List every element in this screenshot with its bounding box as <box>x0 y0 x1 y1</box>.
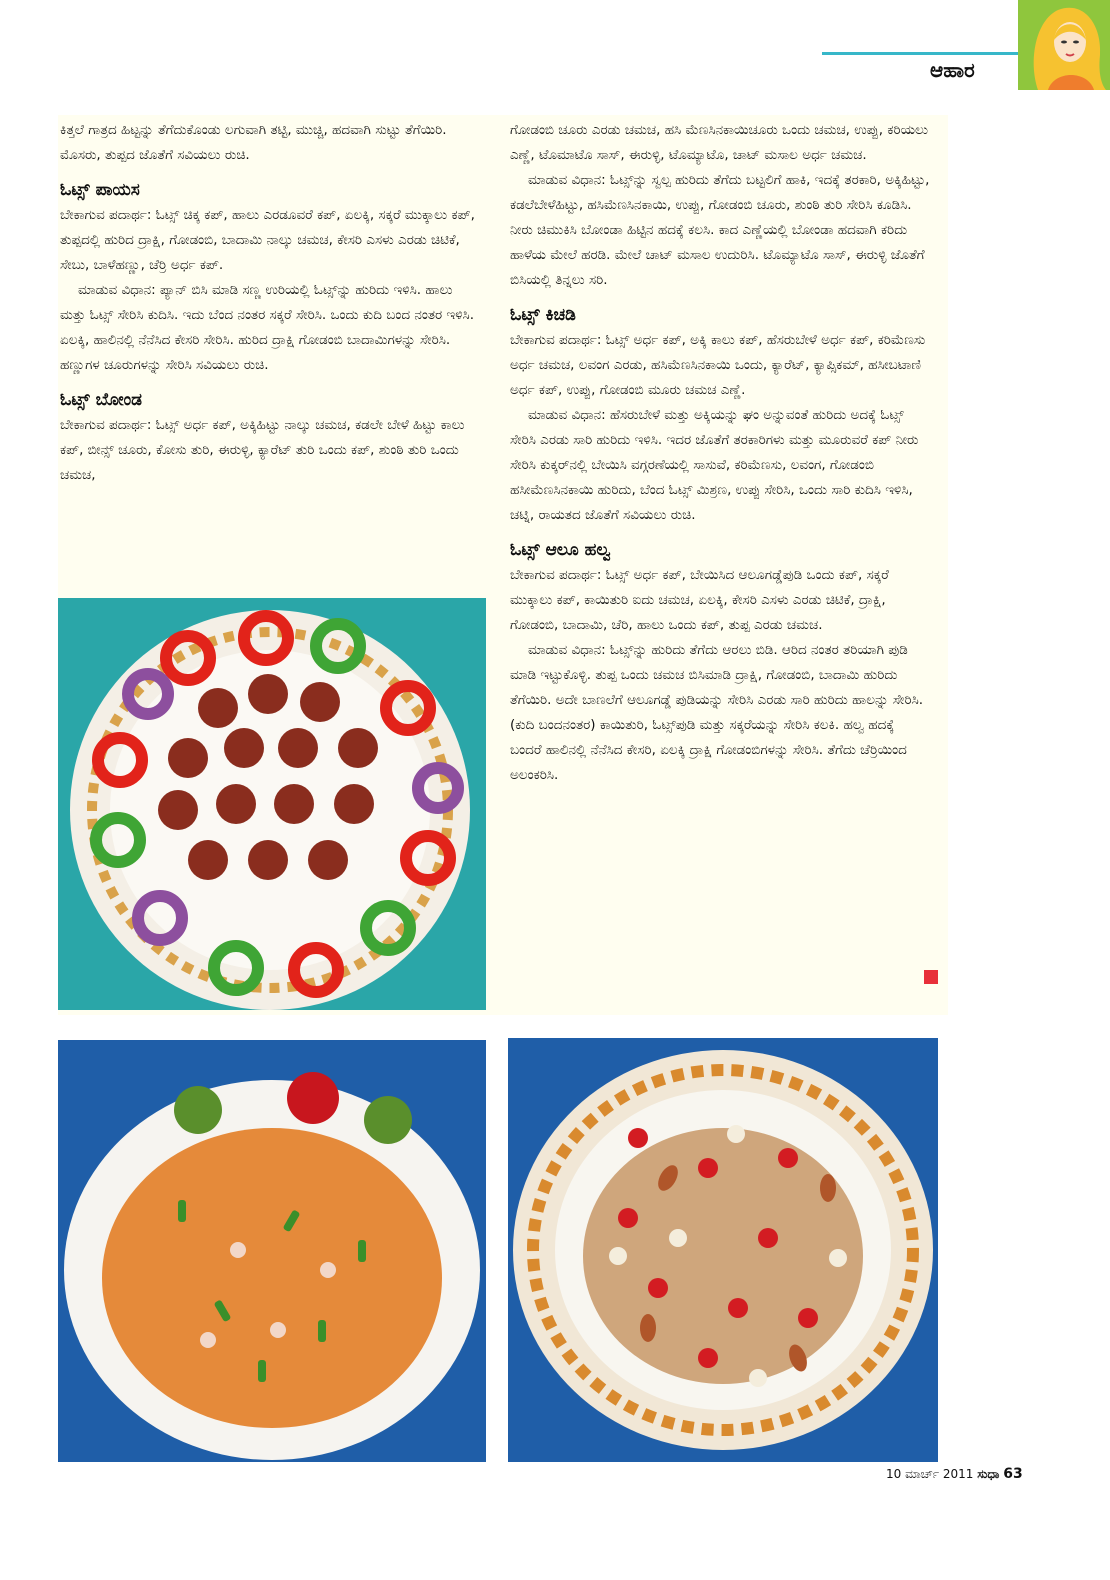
halva-ingredients: ಬೇಕಾಗುವ ಪದಾರ್ಥ: ಓಟ್ಸ್ ಅರ್ಧ ಕಪ್, ಬೇಯಿಸಿದ ಆಲೂಗಡ್ಡೆಪುಡಿ ಒಂದು ಕಪ್, ಸಕ್ಕರೆ ಮುಕ್ಕಾಲು ಕಪ್, ಕಾಯಿತುರಿ ಐದು ಚಮಚ, ಏಲಕ್ಕಿ, ಕೇಸರಿ ಎಸಳು ಎರಡು ಚಿಟಿಕೆ, ದ್ರಾಕ್ಷಿ, ಗೋಡಂಬಿ, ಬಾದಾಮಿ, ಚೆರಿ, ಹಾಲು ಒಂದು ಕಪ್, ತುಪ್ಪ ಎರಡು ಚಮಚ. <box>510 567 889 633</box>
kichadi-ingredients: ಬೇಕಾಗುವ ಪದಾರ್ಥ: ಓಟ್ಸ್ ಅರ್ಧ ಕಪ್, ಅಕ್ಕಿ ಕಾಲು ಕಪ್, ಹೆಸರುಬೇಳೆ ಅರ್ಧ ಕಪ್, ಕರಿಮೆಣಸು ಅರ್ಧ ಚಮಚ, ಲವಂಗ ಎರಡು, ಹಸಿಮೆಣಸಿನಕಾಯಿ ಒಂದು, ಕ್ಯಾರೆಟ್, ಕ್ಯಾಪ್ಸಿಕಮ್, ಹಸೀಬಟಾಣಿ ಅರ್ಧ ಕಪ್, ಉಪ್ಪು, ಗೋಡಂಬಿ ಮೂರು ಚಮಚ ಎಣ್ಣೆ. <box>510 332 926 398</box>
photo-oats-bonda <box>58 598 486 1010</box>
recipe-title-bonda: ಓಟ್ಸ್ ಬೋಂಡ <box>60 390 142 410</box>
bonda-method: ಮಾಡುವ ವಿಧಾನ: ಓಟ್ಸ್‌ನ್ನು ಸ್ವಲ್ಪ ಹುರಿದು ತೆಗೆದು ಬಟ್ಟಲಿಗೆ ಹಾಕಿ, ಇದಕ್ಕೆ ತರಕಾರಿ, ಅಕ್ಕಿಹಿಟ್ಟು, ಕಡಲೆಬೇಳೆಹಿಟ್ಟು, ಹಸಿಮೆಣಸಿನಕಾಯಿ, ಉಪ್ಪು, ಗೋಡಂಬಿ ಚೂರು, ಶುಂಠಿ ತುರಿ ಸೇರಿಸಿ ಕೂಡಿಸಿ. ನೀರು ಚಿಮುಕಿಸಿ ಬೋಂಡಾ ಹಿಟ್ಟಿನ ಹದಕ್ಕೆ ಕಲಸಿ. ಕಾದ ಎಣ್ಣೆಯಲ್ಲಿ ಬೋಂಡಾ ಹದವಾಗಿ ಕರಿದು ಹಾಳೆಯ ಮೇಲೆ ಹರಡಿ. ಮೇಲೆ ಚಾಟ್ ಮಸಾಲ ಉದುರಿಸಿ. ಟೊಮ್ಯಾಟೊ ಸಾಸ್, ಈರುಳ್ಳಿ ಜೊತೆಗೆ ಬಿಸಿಯಲ್ಲಿ ತಿನ್ನಲು ಸರಿ. <box>510 172 930 288</box>
photo-oats-kichadi <box>58 1040 486 1462</box>
left-column <box>60 118 480 488</box>
right-column <box>510 118 930 788</box>
header-rule <box>822 52 1022 55</box>
recipe-title-kichadi: ಓಟ್ಸ್ ಕಿಚಡಿ <box>510 305 576 325</box>
kichadi-method: ಮಾಡುವ ವಿಧಾನ: ಹೆಸರುಬೇಳೆ ಮತ್ತು ಅಕ್ಕಿಯನ್ನು ಘಂ ಅನ್ನುವಂತೆ ಹುರಿದು ಅದಕ್ಕೆ ಓಟ್ಸ್ ಸೇರಿಸಿ ಎರಡು ಸಾರಿ ಹುರಿದು ಇಳಿಸಿ. ಇದರ ಜೊತೆಗೆ ತರಕಾರಿಗಳು ಮತ್ತು ಮೂರುವರೆ ಕಪ್ ನೀರು ಸೇರಿಸಿ ಕುಕ್ಕರ್‌ನಲ್ಲಿ ಬೇಯಿಸಿ ವಗ್ಗರಣೆಯಲ್ಲಿ ಸಾಸುವೆ, ಕರಿಮೆಣಸು, ಲವಂಗ, ಗೋಡಂಬಿ ಹಸೀಮೆಣಸಿನಕಾಯಿ ಹುರಿದು, ಬೆಂದ ಓಟ್ಸ್ ಮಿಶ್ರಣ, ಉಪ್ಪು ಸೇರಿಸಿ, ಒಂದು ಸಾರಿ ಕುದಿಸಿ ಇಳಿಸಿ, ಚಟ್ನಿ, ರಾಯತದ ಜೊತೆಗೆ ಸವಿಯಲು ರುಚಿ. <box>510 407 919 523</box>
intro-paragraph: ಕಿತ್ತಲೆ ಗಾತ್ರದ ಹಿಟ್ಟನ್ನು ತೆಗೆದುಕೊಂಡು ಲಗುವಾಗಿ ತಟ್ಟಿ, ಮುಚ್ಚಿ, ಹದವಾಗಿ ಸುಟ್ಟು ತೆಗೆಯಿರಿ. ಮೊಸರು, ತುಪ್ಪದ ಜೊತೆಗೆ ಸವಿಯಲು ರುಚಿ. <box>60 122 447 163</box>
bonda-ingredients-continued: ಗೋಡಂಬಿ ಚೂರು ಎರಡು ಚಮಚ, ಹಸಿ ಮೆಣಸಿನಕಾಯಿಚೂರು ಒಂದು ಚಮಚ, ಉಪ್ಪು, ಕರಿಯಲು ಎಣ್ಣೆ, ಟೊಮಾಟೊ ಸಾಸ್, ಈರುಳ್ಳಿ, ಟೊಮ್ಯಾಟೊ, ಚಾಟ್ ಮಸಾಲ ಅರ್ಧ ಚಮಚ. <box>510 122 929 163</box>
recipe-title-payasa: ಓಟ್ಸ್ ಪಾಯಸ <box>60 180 140 200</box>
page-footer <box>886 1466 1023 1482</box>
bonda-ingredients: ಬೇಕಾಗುವ ಪದಾರ್ಥ: ಓಟ್ಸ್ ಅರ್ಧ ಕಪ್, ಅಕ್ಕಿಹಿಟ್ಟು ನಾಲ್ಕು ಚಮಚ, ಕಡಲೇ ಬೇಳೆ ಹಿಟ್ಟು ಕಾಲು ಕಪ್, ಬೀನ್ಸ್ ಚೂರು, ಕೋಸು ತುರಿ, ಈರುಳ್ಳಿ, ಕ್ಯಾರೆಟ್ ತುರಿ ಒಂದು ಕಪ್, ಶುಂಠಿ ತುರಿ ಒಂದು ಚಮಚ, <box>60 417 465 483</box>
payasa-method: ಮಾಡುವ ವಿಧಾನ: ಪ್ಯಾನ್ ಬಿಸಿ ಮಾಡಿ ಸಣ್ಣ ಉರಿಯಲ್ಲಿ ಓಟ್ಸ್‌ನ್ನು ಹುರಿದು ಇಳಿಸಿ. ಹಾಲು ಮತ್ತು ಓಟ್ಸ್ ಸೇರಿಸಿ ಕುದಿಸಿ. ಇದು ಬೆಂದ ನಂತರ ಸಕ್ಕರೆ ಸೇರಿಸಿ. ಒಂದು ಕುದಿ ಬಂದ ನಂತರ ಇಳಿಸಿ. ಏಲಕ್ಕಿ, ಹಾಲಿನಲ್ಲಿ ನೆನೆಸಿದ ಕೇಸರಿ ಸೇರಿಸಿ. ಹುರಿದ ದ್ರಾಕ್ಷಿ ಗೋಡಂಬಿ ಬಾದಾಮಿಗಳನ್ನು ಸೇರಿಸಿ. ಹಣ್ಣುಗಳ ಚೂರುಗಳನ್ನು ಸೇರಿಸಿ ಸವಿಯಲು ರುಚಿ. <box>60 282 475 373</box>
section-title: ಆಹಾರ <box>930 58 975 82</box>
magazine-name: ಸುಧಾ <box>977 1467 1000 1481</box>
photo-oats-aloo-halva <box>508 1038 938 1462</box>
payasa-ingredients: ಬೇಕಾಗುವ ಪದಾರ್ಥ: ಓಟ್ಸ್ ಚಿಕ್ಕ ಕಪ್, ಹಾಲು ಎರಡೂವರೆ ಕಪ್, ಏಲಕ್ಕಿ, ಸಕ್ಕರೆ ಮುಕ್ಕಾಲು ಕಪ್, ತುಪ್ಪದಲ್ಲಿ ಹುರಿದ ದ್ರಾಕ್ಷಿ, ಗೋಡಂಬಿ, ಬಾದಾಮಿ ನಾಲ್ಕು ಚಮಚ, ಕೇಸರಿ ಎಸಳು ಎರಡು ಚಿಟಿಕೆ, ಸೇಬು, ಬಾಳೆಹಣ್ಣು, ಚೆರ್‍ರಿ ಅರ್ಧ ಕಪ್. <box>60 207 475 273</box>
page-number: 63 <box>1003 1466 1023 1482</box>
woman-illustration <box>1018 0 1110 90</box>
issue-date: 10 ಮಾರ್ಚ್ 2011 <box>886 1467 974 1481</box>
end-of-article-mark <box>924 970 938 984</box>
halva-method: ಮಾಡುವ ವಿಧಾನ: ಓಟ್ಸ್‌ನ್ನು ಹುರಿದು ತೆಗೆದು ಆರಲು ಬಿಡಿ. ಆರಿದ ನಂತರ ತರಿಯಾಗಿ ಪುಡಿ ಮಾಡಿ ಇಟ್ಟುಕೊಳ್ಳಿ. ತುಪ್ಪ ಒಂದು ಚಮಚ ಬಿಸಿಮಾಡಿ ದ್ರಾಕ್ಷಿ, ಗೋಡಂಬಿ, ಬಾದಾಮಿ ಹುರಿದು ತೆಗೆಯಿರಿ. ಅದೇ ಬಾಣಲೆಗೆ ಆಲೂಗಡ್ಡೆ ಪುಡಿಯನ್ನು ಸೇರಿಸಿ ಎರಡು ಸಾರಿ ಹುರಿದು ಹಾಲನ್ನು ಸೇರಿಸಿ. (ಕುದಿ ಬಂದನಂತರ) ಕಾಯಿತುರಿ, ಓಟ್ಸ್‌ಪುಡಿ ಮತ್ತು ಸಕ್ಕರೆಯನ್ನು ಸೇರಿಸಿ ಕಲಕಿ. ಹಲ್ವ ಹದಕ್ಕೆ ಬಂದರೆ ಹಾಲಿನಲ್ಲಿ ನೆನೆಸಿದ ಕೇಸರಿ, ಏಲಕ್ಕಿ ದ್ರಾಕ್ಷಿ ಗೋಡಂಬಿಗಳನ್ನು ಸೇರಿಸಿ. ತೆಗೆದು ಚೆರ್‍ರಿಯಿಂದ ಅಲಂಕರಿಸಿ. <box>510 642 924 783</box>
recipe-title-halva: ಓಟ್ಸ್ ಆಲೂ ಹಲ್ವ <box>510 540 611 560</box>
